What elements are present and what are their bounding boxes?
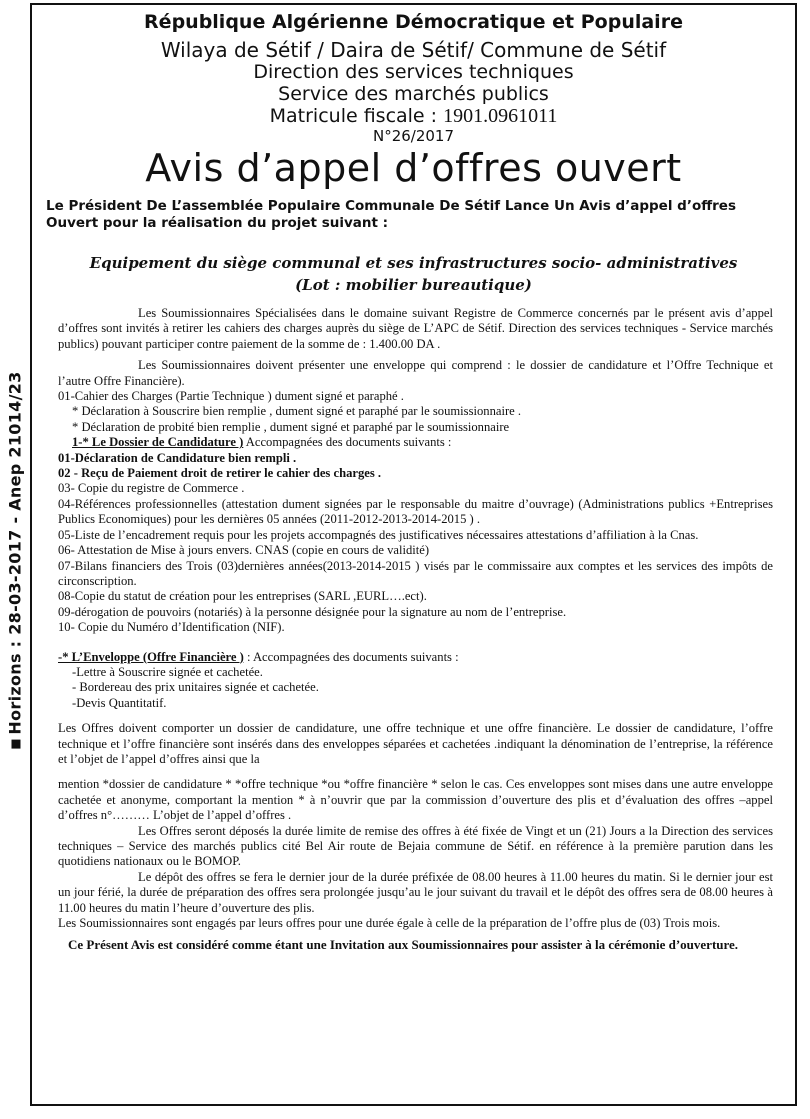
item-declaration-probite: * Déclaration de probité bien remplie , dument signé et paraphé par le soumissionnaire [72, 419, 510, 434]
paragraph-envelope: Les Soumissionnaires doivent présenter une enveloppe qui comprend : le dossier de candidature et l’Offre Technique et l’autre Offre Financière). [58, 358, 773, 388]
notice-header [32, 11, 795, 146]
notice-frame [30, 3, 797, 1106]
intro-paragraph [46, 198, 795, 232]
square-bullet-icon [12, 740, 21, 749]
paragraph-offers-content: Les Offres doivent comporter un dossier de candidature, une offre technique et une offre financière. Le dossier de candidature, l’offre technique et l’offre financière sont insérés dans des enveloppes séparées et cachetées .indiquant la dénomination de l’entreprise, la référence et l’objet de l’appel d’offres ainsi que la [58, 721, 773, 766]
paragraph-deposit-time: Le dépôt des offres se fera le dernier jour de la durée préfixée de 08.00 heures à 11.00 heures du matin. Si le dernier jour est un jour férié, la durée de préparation des offres sera prolongée jusqu’au le jour suivant du travail et le dépôt des offres sera de 08.00 heures à 11.00 heures du matin l’heure d’ouverture des plis. [58, 869, 773, 915]
direction-line: Direction des services techniques [253, 61, 574, 83]
matricule-value: 1901.0961011 [443, 105, 558, 127]
dossier-heading-label: 1-* Le Dossier de Candidature ) [72, 435, 244, 450]
project-title [32, 252, 795, 296]
dossier-item: 01-Déclaration de Candidature bien rempli . [58, 450, 297, 465]
envelope-item: -Devis Quantitatif. [72, 695, 167, 710]
envelope-item: -Lettre à Souscrire signée et cachetée. [72, 664, 263, 679]
closing-invitation: Ce Présent Avis est considéré comme étant une Invitation aux Soumissionnaires pour assister à la cérémonie d’ouverture. [68, 937, 739, 953]
dossier-item: 07-Bilans financiers des Trois (03)dernières années(2013-2014-2015 ) visés par le commissaire aux comptes et les services des impôts de circonscription. [58, 558, 773, 588]
newspaper-sidebar [0, 0, 30, 1119]
dossier-item: 05-Liste de l’encadrement requis pour les projets accompagnés des justificatives nécessaires attestations d’affiliation à la Cnas. [58, 527, 699, 542]
paragraph-bidders-invitation: Les Soumissionnaires Spécialisées dans le domaine suivant Registre de Commerce concernés par le présent avis d’appel d’offres sont invités à retirer les cahiers des charges auprès du siège de L’APC de Sétif. Direction des services techniques - Service marchés publics) pouvant participer contre paiement de la somme de : 1.400.00 DA . [58, 306, 773, 351]
paragraph-mention: mention *dossier de candidature * *offre technique *ou *offre financière * selon le cas. Ces enveloppes sont mises dans une autre enveloppe cachetée et anonyme, comportant la mention * à n’ouvrir que par la commission d’ouverture des plis et d’évaluation des offres –appel d’offres n°……… L’objet de l’appel d’offres . [58, 777, 773, 823]
notice-body [32, 306, 795, 953]
publication-reference [6, 371, 25, 748]
envelope-heading-rest: : Accompagnées des documents suivants : [243, 649, 459, 664]
matricule-line [32, 105, 795, 127]
envelope-item: - Bordereau des prix unitaires signée et cachetée. [72, 680, 319, 695]
matricule-label: Matricule fiscale : [269, 105, 444, 127]
dossier-item: 10- Copie du Numéro d’Identification (NIF). [58, 620, 285, 635]
dossier-item: 04-Références professionnelles (attestation dument signées par le responsable du maitre d’ouvrage) (Administrations publics +Entreprises Publics Economiques) pour les dernières 05 années (2011-2012-2013-2014-2015 ) . [58, 496, 773, 527]
dossier-item: 02 - Reçu de Paiement droit de retirer le cahier des charges . [58, 466, 382, 481]
intro-line-1: Le Président De L’assemblée Populaire Communale De Sétif Lance Un Avis d’appel d’offres [46, 198, 737, 214]
item-cahier-des-charges: 01-Cahier des Charges (Partie Technique ) dument signé et paraphé . [58, 389, 404, 404]
intro-line-2: Ouvert pour la réalisation du projet suivant : [46, 215, 389, 231]
paragraph-deadline: Les Offres seront déposés la durée limite de remise des offres à été fixée de Vingt et un (21) Jours a la Direction des services techniques – Service des marchés publics cité Bel Air route de Bejaia commune de Sétif. en référence à la première parution dans les quotidiens nationaux ou le BOMOP. [58, 823, 773, 869]
wilaya-line: Wilaya de Sétif / Daira de Sétif/ Commune de Sétif [160, 38, 667, 62]
notice-number: N°26/2017 [372, 127, 455, 145]
dossier-item: 06- Attestation de Mise à jours envers. CNAS (copie en cours de validité) [58, 543, 430, 558]
envelope-heading [58, 650, 773, 665]
envelope-heading-label: -* L’Enveloppe (Offre Financière ) [58, 649, 244, 664]
dossier-item: 09-dérogation de pouvoirs (notariés) à la personne désignée pour la signature au nom de l’entreprise. [58, 604, 567, 619]
item-declaration-souscrire: * Déclaration à Souscrire bien remplie , dument signé et paraphé par le soumissionnaire . [72, 404, 522, 419]
republic-heading: République Algérienne Démocratique et Populaire [144, 11, 683, 33]
dossier-heading [58, 435, 773, 450]
dossier-heading-rest: Accompagnées des documents suivants : [243, 435, 452, 450]
dossier-item: 03- Copie du registre de Commerce . [58, 481, 245, 496]
publication-reference-text: Horizons : 28-03-2017 - Anep 21014/23 [5, 371, 25, 735]
paragraph-validity: Les Soumissionnaires sont engagés par leurs offres pour une durée égale à celle de la préparation de l’offre plus de (03) Trois mois. [58, 916, 721, 931]
dossier-item: 08-Copie du statut de création pour les entreprises (SARL ,EURL….ect). [58, 589, 427, 604]
service-line: Service des marchés publics [278, 83, 549, 105]
notice-title: Avis d’appel d’offres ouvert [145, 146, 682, 190]
project-line-1: Equipement du siège communal et ses infrastructures socio- administratives [89, 254, 738, 272]
project-lot: (Lot : mobilier bureautique) [295, 276, 532, 294]
